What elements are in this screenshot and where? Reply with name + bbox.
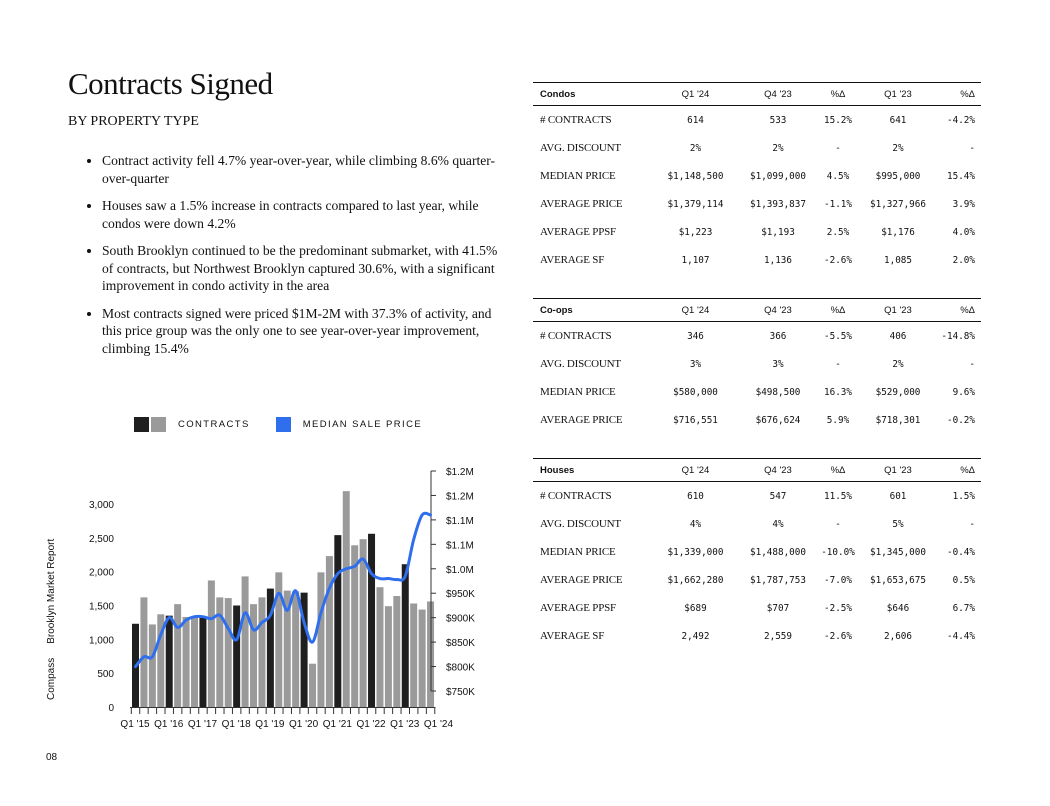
table-cell: 3% [689, 358, 702, 370]
table-cell: $716,551 [673, 414, 718, 426]
table-cell: 4.0% [952, 226, 975, 238]
table-cell: -4.2% [947, 114, 975, 126]
table-row [533, 406, 981, 434]
row-label: # CONTRACTS [540, 114, 612, 126]
column-header: Q1 '24 [681, 464, 710, 476]
contract-bar [368, 534, 375, 707]
x-tick-label: Q1 '24 [423, 719, 454, 730]
x-tick-label: Q1 '18 [221, 719, 251, 730]
contract-bar [385, 606, 392, 707]
table-cell: 2,559 [764, 630, 792, 642]
column-header: Q4 '23 [764, 464, 792, 476]
row-label: MEDIAN PRICE [540, 386, 616, 398]
column-header: %Δ [830, 88, 846, 100]
table-row [533, 482, 981, 510]
contract-bar [233, 606, 240, 708]
x-tick-label: Q1 '20 [289, 719, 319, 730]
right-axis-label: $850K [446, 638, 475, 650]
table-title: Co-ops [540, 304, 573, 316]
right-axis-label: $950K [446, 589, 475, 601]
footer-side-label [46, 525, 57, 700]
right-axis-label: $1.1M [446, 540, 474, 552]
table-cell: 1,136 [764, 254, 792, 266]
table-cell: $646 [886, 602, 910, 614]
table-cell: 1.5% [952, 490, 975, 502]
contract-bar [393, 596, 400, 707]
table-cell: 3.9% [952, 198, 975, 210]
row-label: AVERAGE SF [540, 630, 605, 642]
row-label: MEDIAN PRICE [540, 546, 616, 558]
table-cell: $995,000 [875, 170, 921, 182]
table-cell: 346 [687, 330, 704, 342]
contract-bar [410, 603, 417, 707]
column-header: Q1 '23 [884, 88, 912, 100]
row-label: AVERAGE PPSF [540, 226, 616, 238]
legend-price-label: MEDIAN SALE PRICE [302, 419, 423, 430]
column-header: %Δ [960, 88, 975, 100]
table-cell: $1,099,000 [750, 170, 806, 182]
column-header: %Δ [960, 304, 975, 316]
right-axis-label: $750K [446, 687, 475, 698]
table-row [533, 134, 981, 162]
right-axis-label: $1.2M [446, 491, 474, 503]
table-cell: $718,301 [875, 414, 921, 426]
table-cell: $498,500 [755, 386, 801, 398]
table-cell: 366 [769, 330, 787, 342]
bullet-item: • South Brooklyn continued to be the predominant submarket, with 41.5% of contracts, but Northwest Brooklyn captured 30.6%, with a significant improvement in condo activity in the area [102, 242, 512, 295]
x-tick-label: Q1 '15 [120, 719, 150, 730]
table-cell: -4.4% [947, 630, 975, 642]
table-cell: -2.5% [824, 602, 852, 614]
column-header: %Δ [830, 304, 846, 316]
left-axis-label: 1,500 [88, 601, 114, 613]
table-cell: - [835, 142, 841, 154]
right-axis-label: $900K [446, 613, 475, 625]
table-cell: - [835, 518, 841, 530]
contract-bar [419, 610, 426, 707]
table-cell: $1,662,280 [667, 574, 724, 586]
column-header: Q1 '24 [681, 304, 710, 316]
contract-bar [166, 616, 173, 707]
contract-bar [140, 597, 147, 707]
bullet-item: • Houses saw a 1.5% increase in contracts compared to last year, while condos were down 4.2% [102, 197, 512, 232]
column-header: Q4 '23 [764, 88, 792, 100]
table-cell: 16.3% [824, 386, 852, 398]
row-label: AVG. DISCOUNT [540, 518, 621, 530]
table-condos [533, 82, 981, 274]
table-cell: $1,488,000 [750, 546, 806, 558]
contract-bar [191, 617, 198, 707]
contract-bar [309, 664, 316, 707]
table-cell: $1,339,000 [667, 546, 724, 558]
row-label: # CONTRACTS [540, 330, 612, 342]
table-cell: -5.5% [824, 330, 852, 342]
right-axis-label: $1.1M [446, 515, 474, 527]
table-row [533, 538, 981, 566]
table-coops [533, 298, 981, 434]
contract-bar [376, 587, 383, 707]
left-axis-label: 1,000 [88, 635, 114, 647]
row-label: AVERAGE PRICE [540, 198, 623, 210]
bullet-item: • Contract activity fell 4.7% year-over-year, while climbing 8.6% quarter-over-quarter [102, 152, 512, 187]
table-cell: $580,000 [673, 386, 718, 398]
table-cell: $1,176 [881, 226, 915, 238]
table-cell: 610 [687, 490, 704, 502]
contract-bar [317, 572, 324, 707]
table-cell: 9.6% [952, 386, 975, 398]
right-axis-label: $1.2M [446, 467, 474, 478]
table-cell: $529,000 [875, 386, 921, 398]
table-title: Houses [540, 464, 575, 476]
table-cell: $1,787,753 [750, 574, 806, 586]
table-cell: $676,624 [755, 414, 801, 426]
table-cell: $1,393,837 [750, 198, 806, 210]
table-row [533, 350, 981, 378]
table-cell: 0.5% [952, 574, 975, 586]
contract-bar [149, 624, 156, 707]
left-axis-label: 3,000 [88, 500, 114, 511]
table-cell: 2% [892, 358, 904, 370]
contract-bar [250, 604, 257, 707]
table-cell: $1,223 [678, 226, 713, 238]
table-cell: -0.2% [947, 414, 975, 426]
table-row [533, 218, 981, 246]
table-cell: 1,107 [681, 254, 710, 266]
table-cell: -0.4% [947, 546, 975, 558]
table-cell: -1.1% [824, 198, 852, 210]
table-cell: -7.0% [824, 574, 852, 586]
table-header [533, 458, 981, 482]
table-cell: 4% [689, 518, 702, 530]
table-row [533, 106, 981, 134]
table-cell: - [969, 518, 975, 530]
table-cell: 2.5% [826, 226, 850, 238]
contract-bar [183, 617, 190, 707]
table-cell: 6.7% [952, 602, 975, 614]
table-houses [533, 458, 981, 650]
column-header: Q1 '23 [884, 464, 912, 476]
column-header: Q4 '23 [764, 304, 792, 316]
contract-bar [174, 604, 181, 707]
page-subtitle: BY PROPERTY TYPE [68, 114, 199, 129]
table-row [533, 322, 981, 350]
column-header: Q1 '24 [681, 88, 710, 100]
table-row [533, 622, 981, 650]
table-cell: $1,345,000 [870, 546, 926, 558]
table-row [533, 566, 981, 594]
x-tick-label: Q1 '16 [154, 719, 184, 730]
row-label: AVERAGE PRICE [540, 414, 623, 426]
table-row [533, 162, 981, 190]
row-label: # CONTRACTS [540, 490, 612, 502]
table-cell: 601 [889, 490, 907, 502]
row-label: AVERAGE SF [540, 254, 605, 266]
table-cell: $1,379,114 [667, 198, 724, 210]
footer-brand: Compass [46, 657, 57, 700]
left-axis-label: 2,000 [88, 567, 114, 579]
table-header [533, 82, 981, 106]
table-row [533, 510, 981, 538]
table-cell: 4% [772, 518, 784, 530]
column-header: %Δ [960, 464, 975, 476]
table-cell: 1,085 [884, 254, 912, 266]
row-label: MEDIAN PRICE [540, 170, 616, 182]
table-cell: - [969, 358, 975, 370]
page-title: Contracts Signed [68, 66, 273, 101]
contract-bar [326, 556, 333, 707]
x-tick-label: Q1 '17 [187, 719, 218, 730]
column-header: %Δ [830, 464, 846, 476]
column-header: Q1 '23 [884, 304, 912, 316]
table-header [533, 298, 981, 322]
table-row [533, 378, 981, 406]
table-cell: $707 [766, 602, 790, 614]
table-title: Condos [540, 88, 576, 100]
table-cell: $1,193 [761, 226, 795, 238]
table-cell: -14.8% [941, 330, 975, 342]
x-tick-label: Q1 '23 [390, 719, 420, 730]
table-cell: 641 [889, 114, 907, 126]
contract-bar [242, 576, 249, 707]
bullet-item: • Most contracts signed were priced $1M-2M with 37.3% of activity, and this price group was the only one to see year-over-year improvement, climbing 15.4% [102, 305, 512, 358]
contract-bar [343, 491, 350, 707]
table-cell: -10.0% [821, 546, 855, 558]
table-cell: 15.2% [824, 114, 852, 126]
table-cell: 2,606 [884, 630, 912, 642]
page-number: 08 [46, 752, 58, 763]
table-cell: - [969, 142, 975, 154]
table-cell: 5% [892, 518, 904, 530]
row-label: AVG. DISCOUNT [540, 358, 621, 370]
contract-bar [292, 591, 299, 707]
left-axis-label: 500 [97, 669, 114, 681]
table-cell: 614 [687, 114, 704, 126]
contract-bar [225, 598, 232, 707]
table-cell: 406 [889, 330, 907, 342]
x-tick-label: Q1 '19 [255, 719, 285, 730]
table-cell: $1,327,966 [870, 198, 926, 210]
x-tick-label: Q1 '21 [322, 719, 352, 730]
table-row [533, 594, 981, 622]
contract-bar [199, 618, 206, 707]
table-cell: 15.4% [947, 170, 975, 182]
table-cell: 533 [769, 114, 787, 126]
table-cell: 2% [892, 142, 904, 154]
contract-bar [334, 535, 341, 707]
table-cell: 2% [772, 142, 784, 154]
contract-bar [402, 564, 409, 707]
table-cell: $1,148,500 [667, 170, 724, 182]
table-cell: 2% [689, 142, 702, 154]
table-cell: 11.5% [824, 490, 852, 502]
table-cell: 2.0% [952, 254, 975, 266]
contract-bar [208, 580, 215, 707]
row-label: AVG. DISCOUNT [540, 142, 621, 154]
table-cell: $689 [684, 602, 707, 614]
footer-report-name: Brooklyn Market Report [46, 538, 57, 644]
right-axis-label: $1.0M [446, 564, 474, 576]
table-row [533, 246, 981, 274]
table-cell: 2,492 [681, 630, 710, 642]
left-axis-label: 2,500 [88, 533, 114, 545]
legend-contracts-label: CONTRACTS [178, 419, 250, 430]
table-cell: - [835, 358, 841, 370]
left-axis-label: 0 [108, 703, 114, 714]
table-cell: 3% [772, 358, 784, 370]
table-cell: 547 [769, 490, 787, 502]
table-cell: 5.9% [826, 414, 850, 426]
x-tick-label: Q1 '22 [356, 719, 386, 730]
table-cell: 4.5% [826, 170, 850, 182]
row-label: AVERAGE PPSF [540, 602, 616, 614]
right-axis-label: $800K [446, 662, 475, 674]
table-cell: $1,653,675 [870, 574, 926, 586]
table-cell: -2.6% [824, 630, 852, 642]
table-cell: -2.6% [824, 254, 852, 266]
table-row [533, 190, 981, 218]
contract-bar [258, 597, 265, 707]
contract-bar [351, 545, 358, 707]
row-label: AVERAGE PRICE [540, 574, 623, 586]
